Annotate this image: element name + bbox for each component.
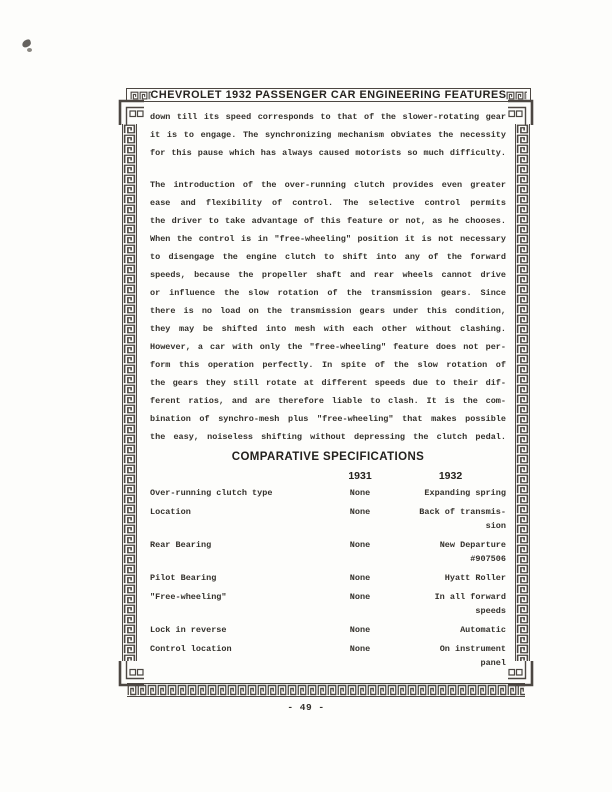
greek-key-icon: [516, 274, 529, 284]
text-line: speeds: [475, 606, 506, 616]
greek-key-icon: [516, 204, 529, 214]
paragraph: [150, 176, 506, 446]
greek-key-icon: [123, 144, 136, 154]
spec-1932-cell: [395, 505, 506, 533]
text-line: ferent ratios, and are therefore liable to clash. It is the com-: [150, 396, 506, 406]
greek-key-icon: [123, 284, 136, 294]
greek-key-icon: [123, 294, 136, 304]
spec-table: [150, 486, 506, 670]
greek-key-icon: [516, 434, 529, 444]
greek-key-icon: [507, 684, 517, 696]
spec-1932-cell: [395, 538, 506, 566]
greek-key-icon: [516, 514, 529, 524]
text-line: form this operation perfectly. In spite of the slow rotation of: [150, 360, 506, 370]
greek-key-icon: [157, 684, 167, 696]
greek-key-icon: [207, 684, 217, 696]
greek-key-icon: [516, 214, 529, 224]
text-line: speeds, because the propeller shaft and rear wheels cannot drive: [150, 270, 506, 280]
spec-1932-cell: [395, 642, 506, 670]
greek-key-icon: [516, 164, 529, 174]
spec-header-spacer: [150, 469, 325, 483]
greek-key-icon: [123, 334, 136, 344]
greek-key-icon: [516, 294, 529, 304]
greek-key-icon: [477, 684, 487, 696]
text-line: On instrument: [439, 644, 506, 654]
greek-key-icon: [123, 184, 136, 194]
greek-key-icon: [123, 364, 136, 374]
greek-key-icon: [123, 214, 136, 224]
text-line: to disengage the engine clutch to shift into any of the forward: [150, 252, 506, 262]
greek-key-icon: [123, 614, 136, 624]
greek-key-icon: [123, 124, 136, 134]
greek-key-icon: [123, 354, 136, 364]
greek-key-icon: [427, 684, 437, 696]
greek-key-icon: [123, 494, 136, 504]
column-header-1931: 1931: [348, 470, 372, 482]
greek-key-icon: [516, 264, 529, 274]
spec-label-cell: Control location: [150, 644, 232, 654]
greek-key-icon: [516, 224, 529, 234]
greek-key-icon: [267, 684, 277, 696]
text-line: When the control is in "free-wheeling" position it is not necessary: [150, 234, 506, 244]
greek-key-icon: [127, 684, 137, 696]
greek-key-icon: [123, 404, 136, 414]
text-line: or influence the slow rotation of the transmission gears. Since: [150, 288, 506, 298]
text-line: bination of synchro-mesh plus "free-wheeling" that makes possible: [150, 414, 506, 424]
greek-key-icon: [516, 584, 529, 594]
greek-key-icon: [516, 334, 529, 344]
greek-key-icon: [123, 224, 136, 234]
greek-key-icon: [123, 654, 136, 661]
greek-key-corner-icon: [508, 99, 534, 125]
greek-key-icon: [147, 684, 157, 696]
text-line: it is to engage. The synchronizing mechanism obviates the necessity: [150, 130, 506, 140]
spec-label-cell: Location: [150, 507, 191, 517]
spec-1931-cell: None: [349, 644, 371, 654]
text-line: down till its speed corresponds to that of the slower-rotating gear: [150, 112, 506, 122]
spec-1932-cell: [395, 571, 506, 585]
spec-1931-cell: None: [349, 625, 371, 635]
greek-key-icon: [177, 684, 187, 696]
text-line: there is no load on the transmission gears under this condition,: [150, 306, 506, 316]
greek-key-icon: [247, 684, 257, 696]
greek-key-icon: [516, 284, 529, 294]
greek-key-icon: [327, 684, 337, 696]
table-row: [150, 538, 506, 566]
text-line: Expanding spring: [424, 488, 506, 498]
text-line: the easy, noiseless shifting without depressing the clutch pedal.: [150, 432, 506, 442]
greek-key-icon: [397, 684, 407, 696]
greek-key-icon: [123, 444, 136, 454]
greek-key-icon: [516, 624, 529, 634]
text-line: In all forward: [434, 592, 506, 602]
page-content: [150, 108, 506, 675]
text-line: Hyatt Roller: [444, 573, 506, 583]
greek-key-icon: [123, 634, 136, 644]
greek-key-icon: [123, 594, 136, 604]
greek-key-icon: [516, 394, 529, 404]
greek-key-icon: [297, 684, 307, 696]
greek-key-icon: [516, 504, 529, 514]
header-title: CHEVROLET 1932 PASSENGER CAR ENGINEERING FEATURES: [150, 88, 507, 101]
greek-key-icon: [167, 684, 177, 696]
greek-key-icon: [227, 684, 237, 696]
spec-1931-cell: None: [349, 573, 371, 583]
greek-key-icon: [123, 264, 136, 274]
table-row: [150, 642, 506, 670]
greek-key-icon: [516, 524, 529, 534]
greek-key-icon: [516, 124, 529, 134]
greek-key-icon: [123, 254, 136, 264]
greek-key-icon: [516, 554, 529, 564]
greek-key-icon: [123, 424, 136, 434]
greek-key-icon: [516, 184, 529, 194]
column-header-1932: 1932: [438, 470, 463, 482]
greek-key-icon: [516, 354, 529, 364]
greek-key-icon: [123, 274, 136, 284]
greek-key-icon: [123, 324, 136, 334]
spec-1931-cell: None: [349, 540, 371, 550]
greek-key-icon: [337, 684, 347, 696]
text-line: Automatic: [460, 625, 506, 635]
text-line: they may be shifted into mesh with each other without clashing.: [150, 324, 506, 334]
greek-key-icon: [467, 684, 477, 696]
greek-key-icon: [257, 684, 267, 696]
spec-column-headers: [150, 469, 506, 483]
greek-key-icon: [516, 384, 529, 394]
greek-key-icon: [377, 684, 387, 696]
text-line: panel: [480, 658, 506, 668]
greek-key-icon: [123, 174, 136, 184]
spec-label-cell: Lock in reverse: [150, 625, 227, 635]
greek-key-icon: [516, 404, 529, 414]
spec-1932-cell: [395, 590, 506, 618]
spec-1931-cell: None: [349, 488, 371, 498]
greek-key-icon: [123, 604, 136, 614]
greek-key-icon: [317, 684, 327, 696]
text-line: for this pause which has always caused motorists so much difficulty.: [150, 148, 506, 158]
greek-key-icon: [516, 304, 529, 314]
text-line: sion: [485, 521, 506, 531]
greek-key-icon: [516, 444, 529, 454]
table-row: [150, 571, 506, 585]
text-line: However, a car with only the "free-wheeling" feature does not per-: [150, 342, 506, 352]
greek-key-icon: [516, 614, 529, 624]
spec-1932-cell: [395, 623, 506, 637]
greek-key-border-left: [122, 124, 137, 661]
greek-key-icon: [277, 684, 287, 696]
greek-key-icon: [123, 394, 136, 404]
table-row: [150, 486, 506, 500]
greek-key-icon: [237, 684, 247, 696]
greek-key-icon: [123, 484, 136, 494]
text-line: the gears they still rotate at different speeds due to their dif-: [150, 378, 506, 388]
spec-label-cell: Pilot Bearing: [150, 573, 217, 583]
greek-key-icon: [123, 234, 136, 244]
greek-key-icon: [516, 244, 529, 254]
greek-key-icon: [516, 324, 529, 334]
greek-key-icon: [516, 594, 529, 604]
greek-key-icon: [123, 584, 136, 594]
text-line: New Departure: [439, 540, 506, 550]
greek-key-icon: [516, 474, 529, 484]
greek-key-icon: [516, 464, 529, 474]
text-line: #907506: [470, 554, 506, 564]
greek-key-icon: [287, 684, 297, 696]
greek-key-icon: [516, 604, 529, 614]
greek-key-icon: [123, 434, 136, 444]
greek-key-icon: [516, 454, 529, 464]
greek-key-icon: [123, 314, 136, 324]
greek-key-icon: [516, 574, 529, 584]
scan-artifact: [21, 39, 32, 49]
greek-key-icon: [516, 254, 529, 264]
greek-key-icon: [123, 134, 136, 144]
paragraph: [150, 108, 506, 162]
greek-key-icon: [137, 684, 147, 696]
spec-1932-cell: [395, 486, 506, 500]
spec-label-cell: Rear Bearing: [150, 540, 212, 550]
page-frame: [118, 88, 534, 697]
greek-key-icon: [457, 684, 467, 696]
greek-key-icon: [123, 564, 136, 574]
greek-key-icon: [123, 454, 136, 464]
greek-key-icon: [123, 544, 136, 554]
greek-key-icon: [516, 654, 529, 661]
greek-key-icon: [516, 494, 529, 504]
greek-key-icon: [516, 534, 529, 544]
greek-key-icon: [197, 684, 207, 696]
greek-key-icon: [123, 304, 136, 314]
greek-key-icon: [347, 684, 357, 696]
greek-key-icon: [417, 684, 427, 696]
greek-key-icon: [123, 464, 136, 474]
greek-key-icon: [516, 154, 529, 164]
greek-key-icon: [123, 154, 136, 164]
greek-key-icon: [487, 684, 497, 696]
greek-key-icon: [447, 684, 457, 696]
greek-key-icon: [123, 164, 136, 174]
scan-artifact: [27, 48, 32, 52]
spec-label-cell: "Free-wheeling": [150, 592, 227, 602]
greek-key-icon: [407, 684, 417, 696]
greek-key-icon: [123, 474, 136, 484]
greek-key-icon: [123, 344, 136, 354]
greek-key-icon: [123, 524, 136, 534]
spec-1931-cell: None: [349, 507, 371, 517]
table-row: [150, 505, 506, 533]
greek-key-icon: [123, 554, 136, 564]
greek-key-icon: [123, 384, 136, 394]
table-row: [150, 623, 506, 637]
greek-key-icon: [187, 684, 197, 696]
greek-key-border-bottom: [127, 683, 525, 697]
greek-key-icon: [497, 684, 507, 696]
greek-key-icon: [516, 364, 529, 374]
greek-key-icon: [367, 684, 377, 696]
greek-key-icon: [123, 534, 136, 544]
greek-key-icon: [516, 644, 529, 654]
text-line: The introduction of the over-running clutch provides even greater: [150, 180, 506, 190]
greek-key-icon: [516, 374, 529, 384]
greek-key-icon: [516, 144, 529, 154]
text-line: the driver to take advantage of this feature or not, as he chooses.: [150, 216, 506, 226]
greek-key-icon: [387, 684, 397, 696]
greek-key-icon: [516, 424, 529, 434]
greek-key-icon: [357, 684, 367, 696]
greek-key-icon: [123, 504, 136, 514]
text-line: ease and flexibility of control. The selective control permits: [150, 198, 506, 208]
greek-key-icon: [516, 544, 529, 554]
greek-key-icon: [123, 644, 136, 654]
greek-key-icon: [516, 484, 529, 494]
greek-key-border-right: [515, 124, 530, 661]
greek-key-icon: [516, 564, 529, 574]
greek-key-icon: [437, 684, 447, 696]
greek-key-icon: [516, 414, 529, 424]
spec-label-cell: Over-running clutch type: [150, 488, 273, 498]
greek-key-icon: [123, 574, 136, 584]
greek-key-icon: [516, 134, 529, 144]
spec-1931-cell: None: [349, 592, 371, 602]
page-number: - 49 -: [287, 702, 325, 713]
greek-key-icon: [516, 634, 529, 644]
greek-key-icon: [123, 244, 136, 254]
greek-key-icon: [123, 194, 136, 204]
greek-key-icon: [307, 684, 317, 696]
table-row: [150, 590, 506, 618]
greek-key-icon: [516, 314, 529, 324]
greek-key-icon: [516, 174, 529, 184]
greek-key-icon: [217, 684, 227, 696]
greek-key-icon: [123, 514, 136, 524]
greek-key-icon: [123, 624, 136, 634]
greek-key-icon: [516, 194, 529, 204]
greek-key-icon: [516, 344, 529, 354]
section-heading: COMPARATIVE SPECIFICATIONS: [231, 451, 425, 463]
greek-key-icon: [123, 374, 136, 384]
greek-key-corner-icon: [118, 99, 144, 125]
text-line: Back of transmis-: [419, 507, 506, 517]
greek-key-icon: [516, 234, 529, 244]
greek-key-icon: [123, 414, 136, 424]
greek-key-icon: [517, 684, 525, 696]
greek-key-icon: [123, 204, 136, 214]
header-band: [126, 88, 531, 102]
